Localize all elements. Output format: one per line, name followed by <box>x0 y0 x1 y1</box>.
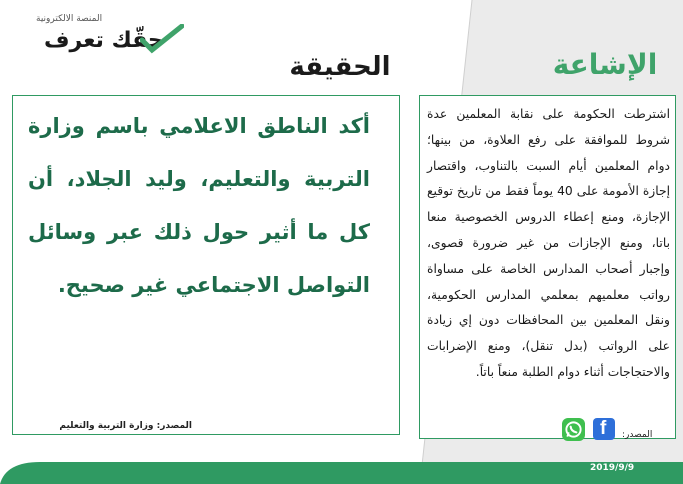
logo-subtitle: المنصة الالكترونية <box>36 14 103 24</box>
rumor-text: اشترطت الحكومة على نقابة المعلمين عدة شروط للموافقة على رفع العلاوة، من بينها؛ دوام المعلمين أيام السبت بالتناوب، واقتصار إجازة الأمومة على 40 يوماً فقط من تاريخ توقيع الإجازة، ومنع إعطاء الدروس الخصوصية منعا باتا، ومنع الإجازات من غير ضرورة قصوى، وإجبار أصحاب المدارس الخاصة على مساواة رواتب معلميهم بمعلمي المدارس الحكومية، ونقل المعلمين بين المحافظات دون إي زيادة على الرواتب (بدل تنقل)، ومنع الإضرابات والاحتجاجات أثناء دوام الطلبة منعاً باتاً. <box>427 107 670 379</box>
logo-name: حقّك تعرف <box>44 28 164 53</box>
rumor-title: الإشاعة <box>552 48 658 81</box>
facebook-icon[interactable]: f <box>593 418 615 440</box>
whatsapp-icon[interactable] <box>562 418 585 441</box>
footer-bar <box>0 460 683 484</box>
truth-text: أكد الناطق الاعلامي باسم وزارة التربية والتعليم، وليد الجلاد، أن كل ما أثير حول ذلك عبر وسائل التواصل الاجتماعي غير صحيح. <box>28 114 370 297</box>
truth-source: المصدر: وزارة التربية والتعليم <box>59 421 192 431</box>
check-icon <box>140 24 184 54</box>
truth-title: الحقيقة <box>289 52 391 82</box>
rumor-source-label: المصدر: <box>622 430 653 440</box>
footer-date: 2019/9/9 <box>590 463 635 473</box>
